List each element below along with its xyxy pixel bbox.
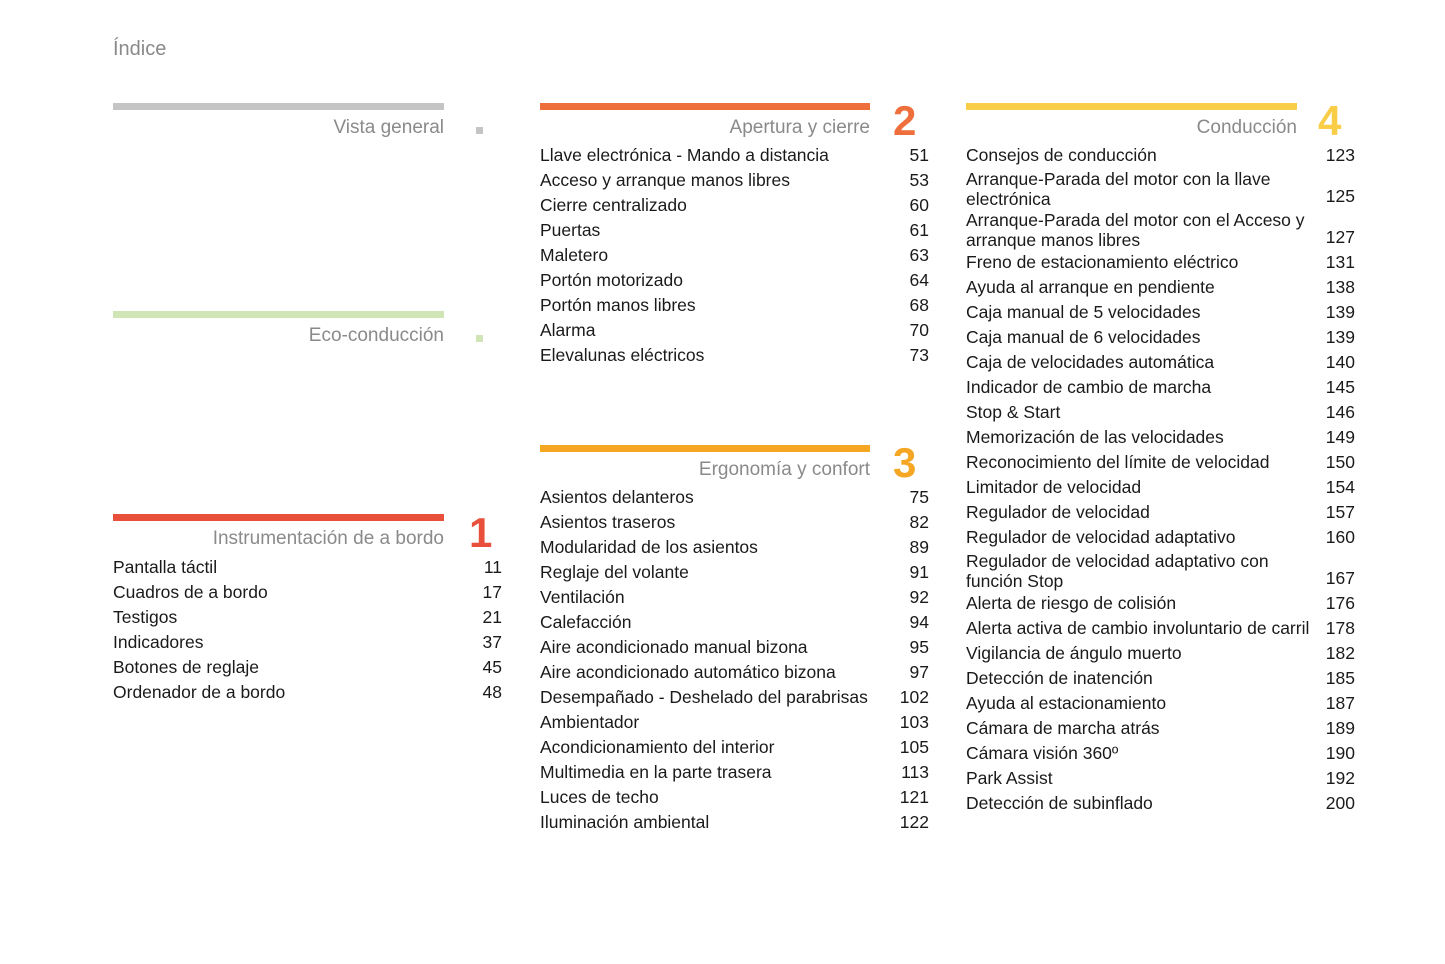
toc-entry-label: Portón motorizado	[540, 270, 683, 290]
toc-entry-page: 68	[909, 295, 929, 315]
toc-entry-label: Cierre centralizado	[540, 195, 687, 215]
toc-entry-page: 185	[1325, 668, 1355, 688]
toc-entry[interactable]	[540, 535, 929, 560]
toc-entry-label: Reglaje del volante	[540, 562, 689, 582]
toc-entry-page: 139	[1325, 302, 1355, 322]
toc-entry-page: 139	[1325, 327, 1355, 347]
toc-entry[interactable]	[113, 630, 502, 655]
toc-entry[interactable]	[966, 300, 1355, 325]
toc-entry[interactable]	[113, 655, 502, 680]
toc-entry-label: Detección de subinflado	[966, 793, 1153, 813]
section-marker-dot	[476, 127, 483, 134]
toc-entry-page: 113	[901, 762, 929, 782]
toc-entry-label: Puertas	[540, 220, 601, 240]
toc-entry-page: 140	[1325, 352, 1355, 372]
toc-entry-label: Desempañado - Deshelado del parabrisas	[540, 687, 868, 707]
toc-entry[interactable]	[966, 766, 1355, 791]
toc-entry-label: Pantalla táctil	[113, 557, 218, 577]
toc-entry-label: Cámara de marcha atrás	[966, 718, 1160, 738]
toc-entry-page: 192	[1325, 768, 1355, 788]
toc-entry[interactable]	[540, 168, 929, 193]
toc-entry[interactable]	[540, 810, 929, 835]
toc-entry-label: Memorización de las velocidades	[966, 427, 1224, 447]
toc-entry-label: Cámara visión 360º	[966, 743, 1119, 763]
toc-entry[interactable]	[113, 680, 502, 705]
toc-entry-page: 82	[909, 512, 929, 532]
toc-entry[interactable]	[540, 485, 929, 510]
toc-entry-label: Limitador de velocidad	[966, 477, 1142, 497]
toc-entry-page: 89	[909, 537, 929, 557]
toc-entry[interactable]	[540, 318, 929, 343]
section-bar	[113, 103, 444, 110]
toc-entry-page: 167	[1325, 568, 1355, 588]
section-vista-general	[113, 103, 444, 140]
section-title[interactable]: Eco-conducción	[308, 325, 444, 346]
section-title[interactable]: Apertura y cierre	[729, 117, 870, 138]
toc-entry-label: Ventilación	[540, 587, 625, 607]
toc-entry-label: Caja manual de 6 velocidades	[966, 327, 1201, 347]
toc-entry-label: Aire acondicionado manual bizona	[540, 637, 808, 657]
section-bar	[540, 103, 870, 110]
toc-entry[interactable]	[540, 760, 929, 785]
toc-entry[interactable]	[540, 510, 929, 535]
toc-entry-page: 11	[483, 557, 502, 577]
toc-list-ergonomia	[540, 485, 929, 835]
toc-entry-label: Iluminación ambiental	[540, 812, 710, 832]
toc-entry-page: 64	[909, 270, 929, 290]
toc-entry[interactable]	[966, 275, 1355, 300]
toc-entry-label: Stop & Start	[966, 402, 1061, 422]
toc-entry-label: Acondicionamiento del interior	[540, 737, 775, 757]
toc-entry[interactable]	[113, 580, 502, 605]
toc-entry-page: 102	[899, 687, 929, 707]
toc-entry[interactable]	[540, 193, 929, 218]
section-number-marker: 2	[893, 97, 917, 144]
toc-entry-page: 178	[1325, 618, 1355, 638]
toc-entry[interactable]	[966, 450, 1355, 475]
toc-entry[interactable]	[966, 143, 1355, 168]
toc-entry-label: Cuadros de a bordo	[113, 582, 268, 602]
toc-entry-page: 154	[1325, 477, 1355, 497]
toc-entry-page: 182	[1325, 643, 1355, 663]
toc-entry[interactable]	[966, 691, 1355, 716]
toc-entry[interactable]	[540, 343, 929, 368]
section-bar	[113, 514, 444, 521]
toc-entry-page: 189	[1325, 718, 1355, 738]
toc-entry-label: Acceso y arranque manos libres	[540, 170, 790, 190]
toc-entry[interactable]	[966, 525, 1355, 550]
section-ergonomia	[540, 445, 870, 482]
toc-entry-page: 94	[909, 612, 929, 632]
toc-entry[interactable]	[540, 685, 929, 710]
section-eco-conduccion	[113, 311, 444, 348]
toc-entry[interactable]	[540, 660, 929, 685]
toc-entry-label: Llave electrónica - Mando a distancia	[540, 145, 829, 165]
toc-list-conduccion	[966, 143, 1355, 816]
toc-entry[interactable]	[540, 710, 929, 735]
toc-entry[interactable]	[540, 268, 929, 293]
toc-entry-page: 51	[909, 145, 929, 165]
toc-entry[interactable]	[966, 791, 1355, 816]
section-number-marker: 1	[469, 509, 493, 556]
toc-entry-label: Alarma	[540, 320, 596, 340]
toc-entry[interactable]	[966, 350, 1355, 375]
toc-entry[interactable]	[966, 250, 1355, 275]
toc-entry-label: Ayuda al estacionamiento	[966, 693, 1167, 713]
toc-entry-label: Freno de estacionamiento eléctrico	[966, 252, 1239, 272]
toc-entry-page: 91	[909, 562, 929, 582]
toc-entry-page: 73	[909, 345, 929, 365]
toc-entry-page: 127	[1325, 227, 1355, 247]
toc-entry-page: 145	[1325, 377, 1355, 397]
toc-entry-label: Vigilancia de ángulo muerto	[966, 643, 1182, 663]
section-number-marker: 4	[1318, 97, 1342, 144]
toc-entry-label: Luces de techo	[540, 787, 659, 807]
toc-entry[interactable]	[540, 585, 929, 610]
toc-entry[interactable]	[966, 325, 1355, 350]
toc-entry-page: 103	[899, 712, 929, 732]
section-title[interactable]: Instrumentación de a bordo	[212, 528, 444, 549]
toc-entry-page: 123	[1325, 145, 1355, 165]
toc-entry-label: Multimedia en la parte trasera	[540, 762, 772, 782]
toc-entry-label: Aire acondicionado automático bizona	[540, 662, 836, 682]
toc-entry-page: 105	[899, 737, 929, 757]
toc-entry-page: 146	[1325, 402, 1355, 422]
toc-entry-page: 63	[909, 245, 929, 265]
toc-entry[interactable]	[540, 635, 929, 660]
toc-entry-label: Consejos de conducción	[966, 145, 1157, 165]
toc-entry[interactable]	[540, 143, 929, 168]
toc-entry[interactable]	[966, 168, 1355, 209]
toc-entry-label: Ordenador de a bordo	[113, 682, 286, 702]
toc-entry[interactable]	[966, 550, 1355, 591]
toc-entry-page: 17	[482, 582, 502, 602]
toc-entry[interactable]	[966, 400, 1355, 425]
toc-entry-label: Ayuda al arranque en pendiente	[966, 277, 1215, 297]
toc-entry-label: Caja de velocidades automática	[966, 352, 1215, 372]
toc-entry[interactable]	[966, 500, 1355, 525]
toc-list-instrumentacion	[113, 555, 502, 705]
toc-entry-label: Alerta activa de cambio involuntario de carril	[966, 618, 1310, 638]
toc-entry-label: Indicador de cambio de marcha	[966, 377, 1212, 397]
toc-entry-page: 97	[909, 662, 929, 682]
toc-entry-label: Elevalunas eléctricos	[540, 345, 705, 365]
toc-entry-page: 21	[482, 607, 502, 627]
toc-entry[interactable]	[966, 616, 1355, 641]
toc-entry-page: 187	[1325, 693, 1355, 713]
toc-entry-page: 157	[1325, 502, 1355, 522]
toc-entry-page: 122	[899, 812, 929, 832]
page-title: Índice	[113, 38, 167, 60]
toc-entry-page: 200	[1325, 793, 1355, 813]
toc-entry[interactable]	[966, 425, 1355, 450]
toc-entry[interactable]	[966, 475, 1355, 500]
section-bar	[966, 103, 1297, 110]
section-title[interactable]: Conducción	[1196, 117, 1297, 138]
toc-entry-page: 131	[1325, 252, 1355, 272]
toc-entry-page: 160	[1325, 527, 1355, 547]
toc-entry-page: 61	[909, 220, 929, 240]
toc-entry-page: 190	[1325, 743, 1355, 763]
toc-entry[interactable]	[966, 375, 1355, 400]
toc-entry[interactable]	[966, 666, 1355, 691]
toc-entry-page: 37	[482, 632, 502, 652]
toc-entry-label: Testigos	[113, 607, 178, 627]
toc-entry-label: Park Assist	[966, 768, 1053, 788]
toc-entry-label: Arranque-Parada del motor con el Acceso y arranque manos libres	[966, 210, 1305, 250]
toc-entry-page: 176	[1325, 593, 1355, 613]
toc-entry[interactable]	[966, 591, 1355, 616]
toc-entry-page: 149	[1325, 427, 1355, 447]
toc-entry-label: Ambientador	[540, 712, 640, 732]
toc-entry-page: 70	[909, 320, 929, 340]
toc-entry-label: Maletero	[540, 245, 609, 265]
section-marker-dot	[476, 335, 483, 342]
toc-entry-page: 60	[909, 195, 929, 215]
toc-entry[interactable]	[540, 293, 929, 318]
toc-entry[interactable]	[966, 209, 1355, 250]
toc-entry-page: 92	[909, 587, 929, 607]
section-title[interactable]: Vista general	[333, 117, 444, 138]
section-title[interactable]: Ergonomía y confort	[698, 459, 870, 480]
toc-entry[interactable]	[540, 560, 929, 585]
toc-entry[interactable]	[966, 741, 1355, 766]
toc-entry[interactable]	[540, 610, 929, 635]
toc-entry-page: 48	[482, 682, 502, 702]
toc-entry[interactable]	[966, 716, 1355, 741]
section-conduccion	[966, 103, 1297, 140]
toc-entry[interactable]	[966, 641, 1355, 666]
section-instrumentacion	[113, 514, 444, 551]
toc-entry-label: Caja manual de 5 velocidades	[966, 302, 1201, 322]
toc-entry-label: Regulador de velocidad adaptativo	[966, 527, 1236, 547]
toc-entry[interactable]	[113, 605, 502, 630]
section-bar	[113, 311, 444, 318]
toc-entry-label: Calefacción	[540, 612, 632, 632]
toc-entry-label: Alerta de riesgo de colisión	[966, 593, 1177, 613]
toc-entry[interactable]	[540, 243, 929, 268]
toc-entry[interactable]	[540, 218, 929, 243]
section-number-marker: 3	[893, 439, 917, 486]
toc-entry-page: 95	[909, 637, 929, 657]
toc-entry-label: Regulador de velocidad	[966, 502, 1150, 522]
toc-entry-page: 121	[899, 787, 929, 807]
section-bar	[540, 445, 870, 452]
toc-entry-label: Regulador de velocidad adaptativo con función Stop	[966, 551, 1269, 591]
toc-entry-label: Asientos traseros	[540, 512, 676, 532]
toc-entry-label: Modularidad de los asientos	[540, 537, 758, 557]
section-apertura	[540, 103, 870, 140]
toc-entry-label: Asientos delanteros	[540, 487, 694, 507]
toc-entry-label: Arranque-Parada del motor con la llave electrónica	[966, 169, 1271, 209]
toc-entry-label: Indicadores	[113, 632, 204, 652]
toc-entry[interactable]	[540, 735, 929, 760]
toc-entry-label: Reconocimiento del límite de velocidad	[966, 452, 1270, 472]
toc-entry-page: 150	[1325, 452, 1355, 472]
toc-entry-label: Portón manos libres	[540, 295, 696, 315]
toc-entry-label: Detección de inatención	[966, 668, 1153, 688]
toc-entry-page: 138	[1325, 277, 1355, 297]
toc-entry-page: 45	[482, 657, 502, 677]
toc-entry-page: 53	[909, 170, 929, 190]
toc-entry-page: 125	[1325, 186, 1355, 206]
toc-entry-page: 75	[909, 487, 929, 507]
toc-entry-label: Botones de reglaje	[113, 657, 259, 677]
toc-entry[interactable]	[540, 785, 929, 810]
toc-entry[interactable]	[113, 555, 502, 580]
toc-list-apertura	[540, 143, 929, 368]
